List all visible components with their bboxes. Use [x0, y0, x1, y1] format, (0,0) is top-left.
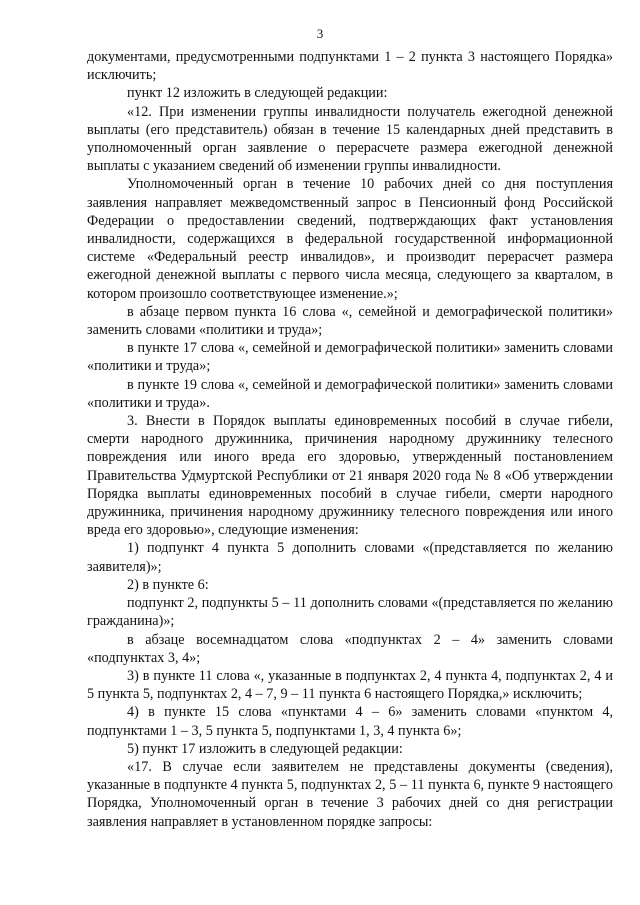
paragraph: в пункте 17 слова «, семейной и демографической политики» заменить словами «политики и труда»;	[87, 340, 613, 375]
paragraph: «17. В случае если заявителем не представлены документы (сведения), указанные в подпункте 4 пункта 5, подпунктах 2, 5 – 11 пункта 6, пункте 9 настоящего Порядка, Уполномоченный орган в течение 3 рабочих дней со дня регистрации заявления направляет в установленном порядке запросы:	[87, 758, 613, 830]
paragraph: в абзаце первом пункта 16 слова «, семейной и демографической политики» заменить словами «политики и труда»;	[87, 303, 613, 339]
paragraph: 3. Внести в Порядок выплаты единовременных пособий в случае гибели, смерти народного дружинника, причинения народному дружиннику телесного повреждения или иного вреда его здоровью, утвержденный постановлением Правительства Удмуртской Республики от 21 января 2020 года № 8 «Об утверждении Порядка выплаты единовременных пособий в случае гибели, смерти народного дружинника, причинения народному дружиннику телесного повреждения или иного вреда его здоровью», следующие изменения:	[87, 413, 613, 539]
paragraph: в абзаце восемнадцатом слова «подпунктах 2 – 4» заменить словами «подпунктах 3, 4»;	[87, 631, 613, 666]
paragraph: подпункт 2, подпункты 5 – 11 дополнить словами «(представляется по желанию гражданина)»;	[87, 595, 613, 630]
paragraph: «12. При изменении группы инвалидности получатель ежегодной денежной выплаты (его представитель) обязан в течение 15 календарных дней представить в уполномоченный орган заявление о перерасчете размера ежегодной денежной выплаты с указанием сведений об изменении группы инвалидности.	[87, 103, 613, 175]
paragraph: 5) пункт 17 изложить в следующей редакции:	[127, 740, 403, 757]
paragraph: 1) подпункт 4 пункта 5 дополнить словами «(представляется по желанию заявителя)»;	[87, 540, 613, 575]
page-number: 3	[316, 26, 324, 41]
paragraph: документами, предусмотренными подпунктами 1 – 2 пункта 3 настоящего Порядка» исключить;	[87, 49, 613, 84]
paragraph: 3) в пункте 11 слова «, указанные в подпунктах 2, 4 пункта 4, подпунктах 2, 4 и 5 пункта 5, подпунктах 2, 4 – 7, 9 – 11 пункта 6 настоящего Порядка,» исключить;	[87, 667, 613, 703]
paragraph: 4) в пункте 15 слова «пунктами 4 – 6» заменить словами «пунктом 4, подпунктами 1 – 3, 5 пункта 5, подпунктами 1, 3, 4 пункта 6»;	[87, 704, 613, 739]
paragraph: пункт 12 изложить в следующей редакции:	[127, 85, 388, 102]
paragraph: в пункте 19 слова «, семейной и демографической политики» заменить словами «политики и труда».	[87, 376, 613, 411]
paragraph: 2) в пункте 6:	[127, 576, 209, 593]
paragraph: Уполномоченный орган в течение 10 рабочих дней со дня поступления заявления направляет межведомственный запрос в Пенсионный фонд Российской Федерации о предоставлении сведений, подтверждающих факт установления инвалидности, содержащихся в федеральной государственной информационной системе «Федеральный реестр инвалидов», и производит перерасчет размера ежегодной денежной выплаты с первого числа месяца, следующего за кварталом, в котором произошло соответствующее изменение.»;	[87, 176, 613, 302]
document-body	[87, 48, 613, 831]
